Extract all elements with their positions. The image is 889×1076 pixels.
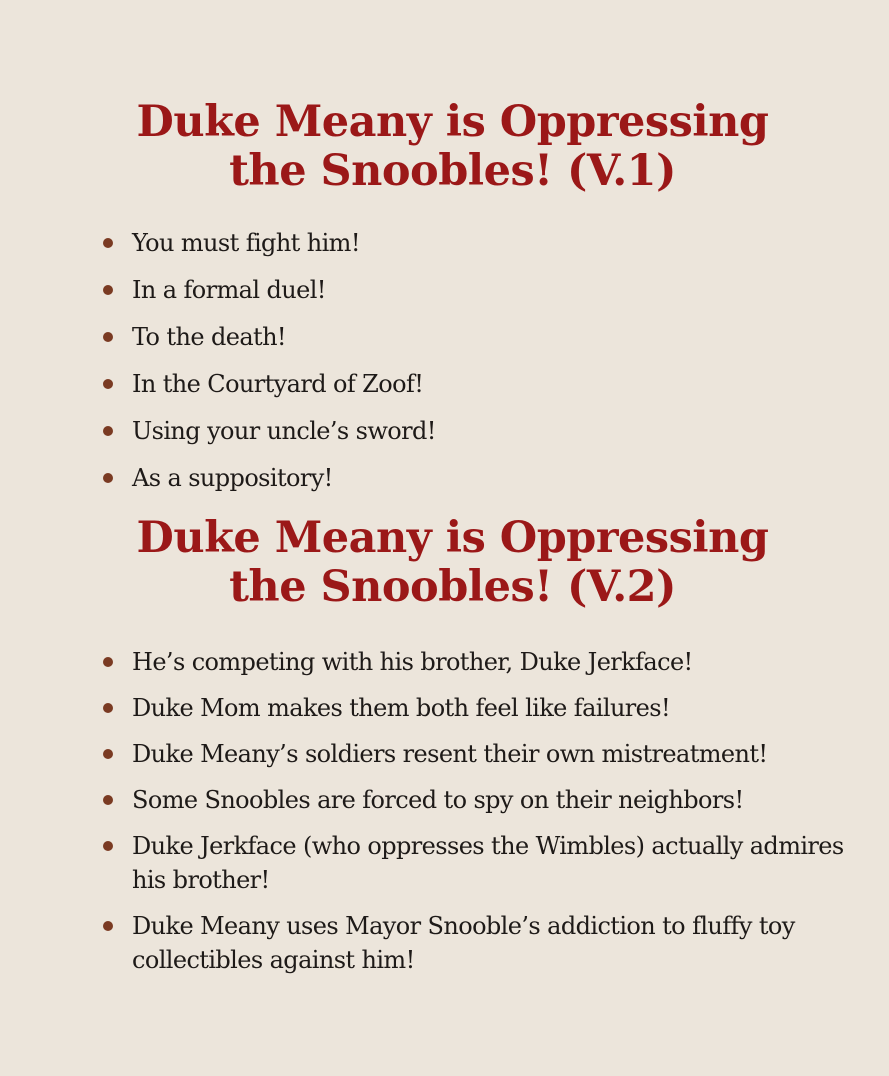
heading-line-1: Duke Meany is Oppressing bbox=[136, 97, 769, 147]
section-heading bbox=[0, 98, 889, 196]
list-item-text: Duke Meany’s soldiers resent their own mistreatment! bbox=[132, 740, 768, 768]
list-item-text: In a formal duel! bbox=[132, 276, 326, 304]
list-item bbox=[0, 226, 889, 260]
list-item bbox=[0, 909, 889, 977]
heading-line-1: Duke Meany is Oppressing bbox=[136, 513, 769, 563]
bullet-dot-icon bbox=[103, 379, 113, 389]
list-item-text: Duke Mom makes them both feel like failures! bbox=[132, 694, 671, 722]
bullet-dot-icon bbox=[103, 841, 113, 851]
list-item bbox=[0, 461, 889, 495]
section-v1 bbox=[0, 97, 889, 492]
bullet-dot-icon bbox=[103, 426, 113, 436]
list-item bbox=[0, 320, 889, 354]
bullet-dot-icon bbox=[103, 473, 113, 483]
bullet-dot-icon bbox=[103, 703, 113, 713]
list-item-text: To the death! bbox=[132, 323, 286, 351]
bullet-dot-icon bbox=[103, 285, 113, 295]
bullet-dot-icon bbox=[103, 749, 113, 759]
list-item bbox=[0, 414, 889, 448]
list-item-text: Some Snoobles are forced to spy on their neighbors! bbox=[132, 786, 744, 814]
list-item bbox=[0, 691, 889, 725]
list-item-text: Duke Meany uses Mayor Snooble’s addiction to fluffy toy collectibles against him! bbox=[132, 912, 795, 974]
section-v2 bbox=[0, 513, 889, 974]
list-item-text: In the Courtyard of Zoof! bbox=[132, 370, 424, 398]
list-item-text: Duke Jerkface (who oppresses the Wimbles) actually admires his brother! bbox=[132, 832, 844, 894]
list-item bbox=[0, 829, 889, 897]
list-item-text: As a suppository! bbox=[132, 464, 333, 492]
list-item-text: He’s competing with his brother, Duke Jerkface! bbox=[132, 648, 693, 676]
bullet-list bbox=[0, 226, 889, 508]
list-item bbox=[0, 273, 889, 307]
bullet-dot-icon bbox=[103, 921, 113, 931]
bullet-dot-icon bbox=[103, 657, 113, 667]
heading-line-2: the Snoobles! (V.2) bbox=[229, 562, 676, 612]
heading-line-2: the Snoobles! (V.1) bbox=[229, 146, 676, 196]
list-item bbox=[0, 737, 889, 771]
list-item-text: You must fight him! bbox=[132, 229, 360, 257]
list-item bbox=[0, 783, 889, 817]
bullet-dot-icon bbox=[103, 795, 113, 805]
list-item bbox=[0, 645, 889, 679]
list-item-text: Using your uncle’s sword! bbox=[132, 417, 436, 445]
list-item bbox=[0, 367, 889, 401]
bullet-list bbox=[0, 645, 889, 989]
bullet-dot-icon bbox=[103, 238, 113, 248]
bullet-dot-icon bbox=[103, 332, 113, 342]
section-heading bbox=[0, 514, 889, 612]
